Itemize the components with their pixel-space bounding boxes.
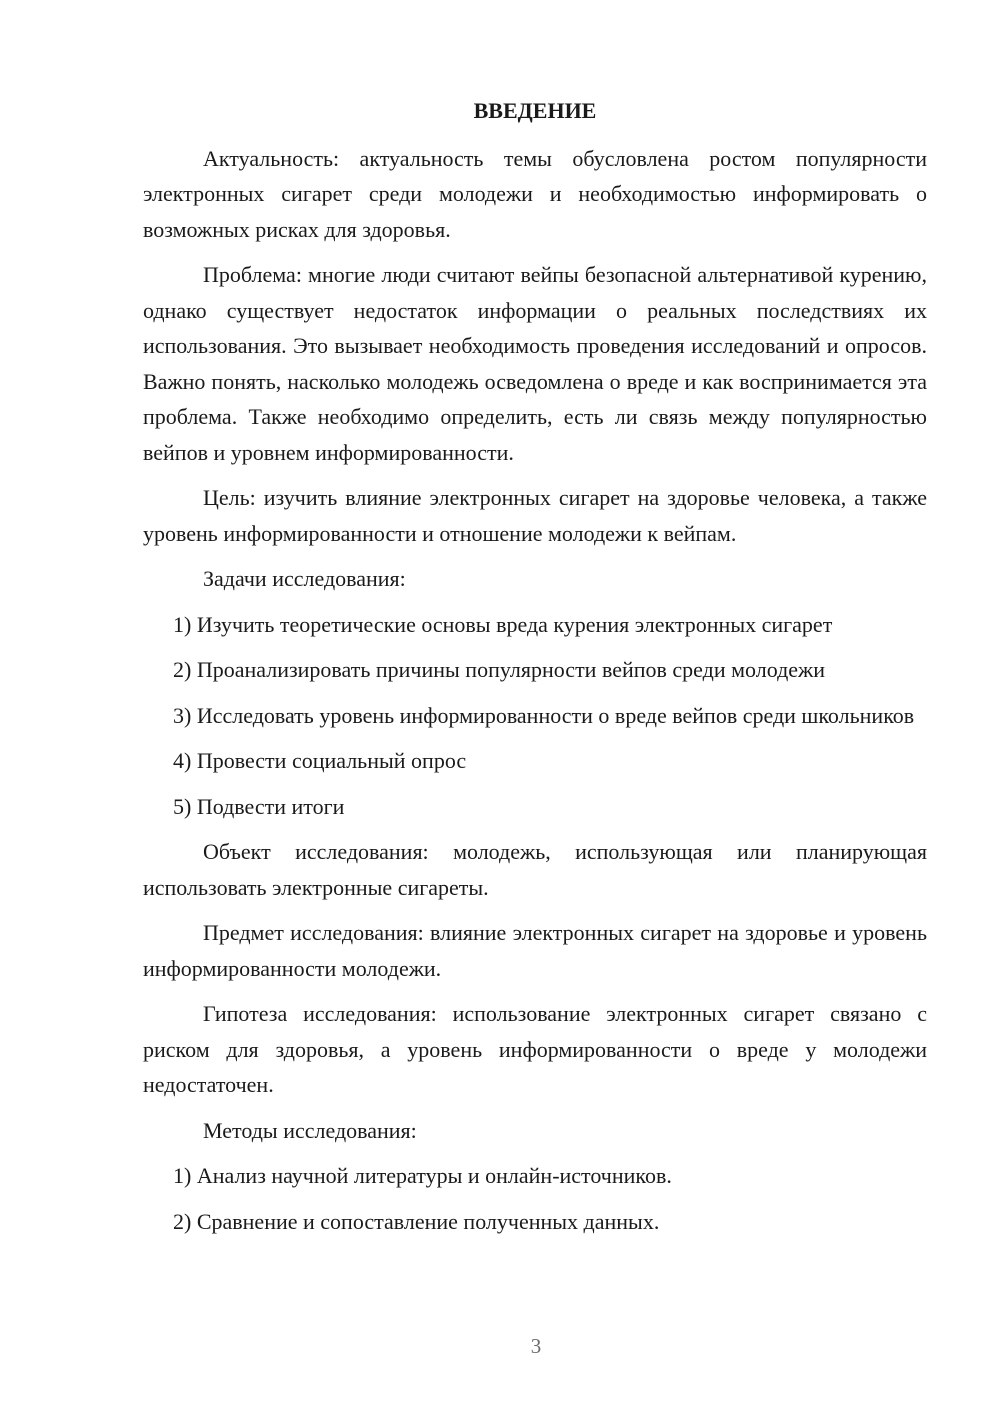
task-item-5: 5) Подвести итоги: [173, 793, 345, 819]
paragraph-methods-heading: Методы исследования:: [203, 1117, 417, 1143]
page-number: 3: [530, 1334, 542, 1358]
section-title: ВВЕДЕНИЕ: [473, 98, 597, 123]
task-item-1: 1) Изучить теоретические основы вреда курения электронных сигарет: [173, 611, 833, 637]
paragraph-hypothesis: Гипотеза исследования: использование электронных сигарет связано с риском для здоровья, а уровень информированности о вреде у молодежи недостаточен.: [143, 1001, 927, 1097]
paragraph-subject: Предмет исследования: влияние электронных сигарет на здоровье и уровень информированности молодежи.: [143, 920, 927, 981]
document-body: [143, 93, 927, 1249]
task-item-3: 3) Исследовать уровень информированности о вреде вейпов среди школьников: [173, 702, 915, 728]
method-item-2: 2) Сравнение и сопоставление полученных данных.: [173, 1208, 660, 1234]
paragraph-goal: Цель: изучить влияние электронных сигарет на здоровье человека, а также уровень информированности и отношение молодежи к вейпам.: [143, 485, 927, 546]
paragraph-problem: Проблема: многие люди считают вейпы безопасной альтернативой курению, однако существует недостаток информации о реальных последствиях их использования. Это вызывает необходимость проведения исследований и опросов. Важно понять, насколько молодежь осведомлена о вреде и как воспринимается эта проблема. Также необходимо определить, есть ли связь между популярностью вейпов и уровнем информированности.: [143, 262, 927, 465]
method-item-1: 1) Анализ научной литературы и онлайн-источников.: [173, 1163, 672, 1188]
paragraph-object: Объект исследования: молодежь, использующая или планирующая использовать электронные сигареты.: [143, 839, 927, 900]
paragraph-tasks-heading: Задачи исследования:: [203, 566, 406, 591]
task-item-2: 2) Проанализировать причины популярности вейпов среди молодежи: [173, 657, 826, 682]
task-item-4: 4) Провести социальный опрос: [173, 748, 467, 773]
paragraph-relevance: Актуальность: актуальность темы обусловлена ростом популярности электронных сигарет среди молодежи и необходимостью информировать о возможных рисках для здоровья.: [143, 145, 927, 242]
